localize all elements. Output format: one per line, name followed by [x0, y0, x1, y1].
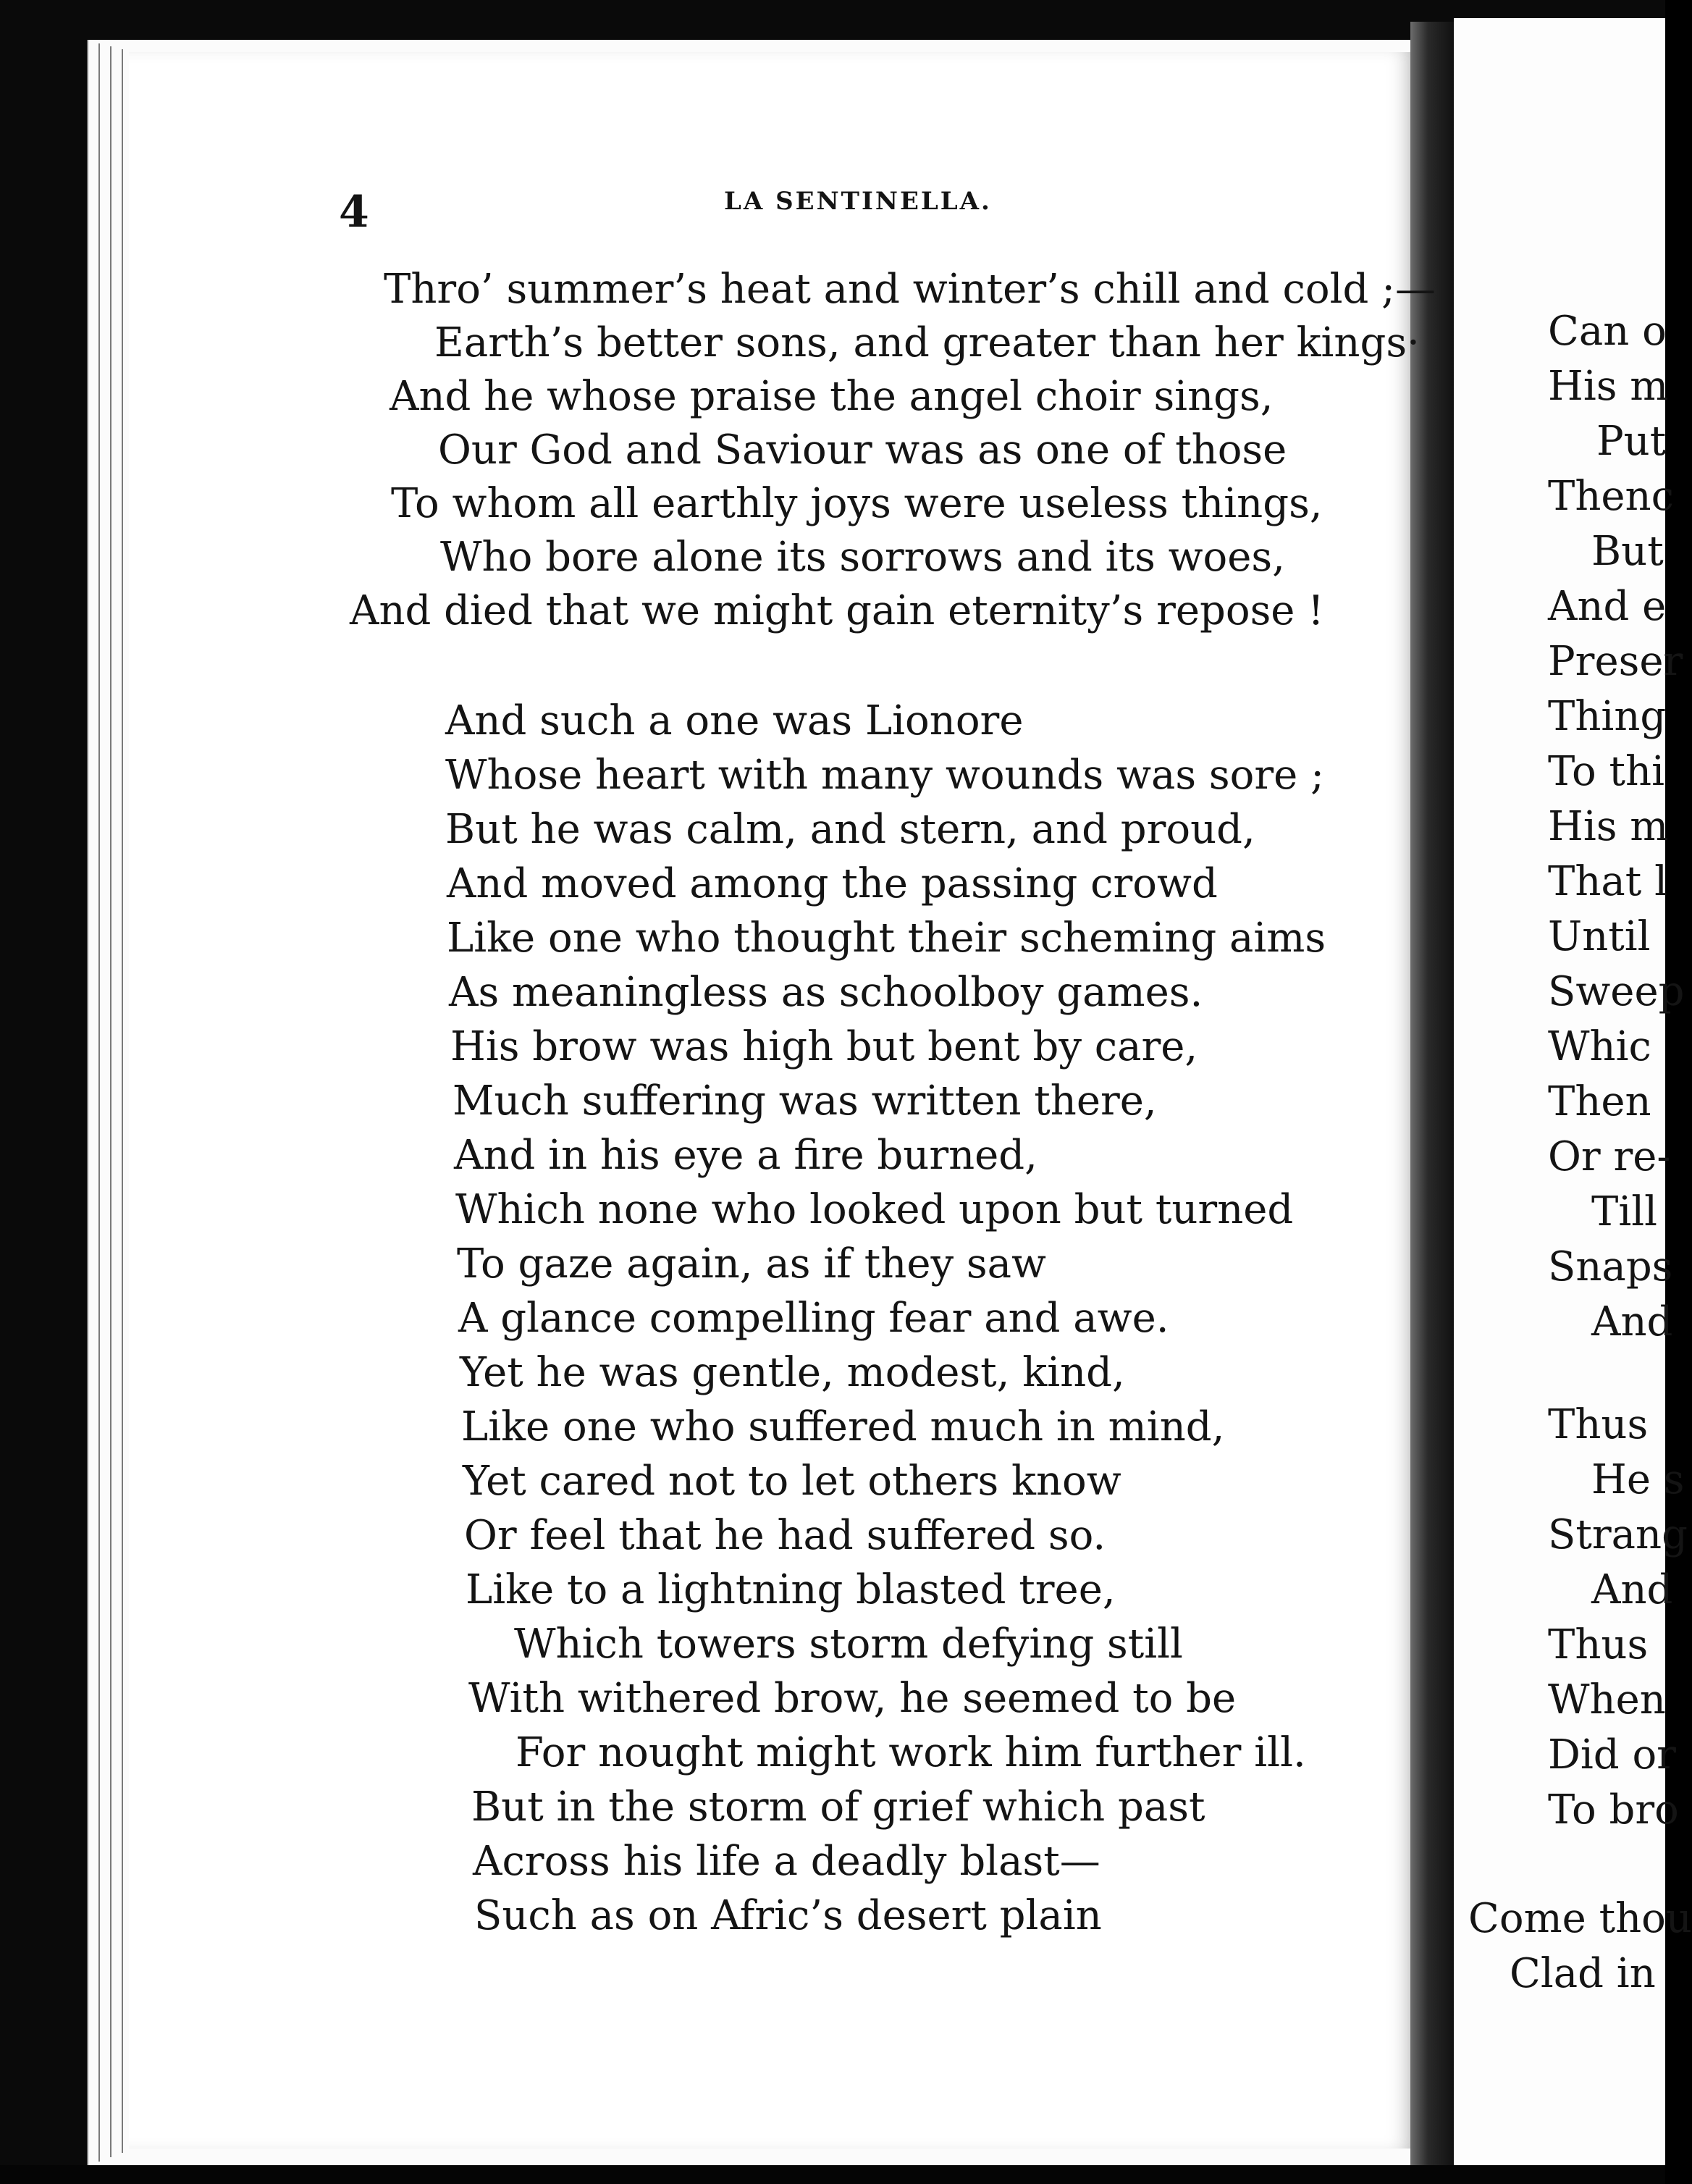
right-page-line: Then [1548, 1078, 1651, 1125]
right-page-line: Thing [1548, 693, 1667, 740]
poem-line: And he whose praise the angel choir sings, [390, 373, 1274, 420]
right-page-line: Thenc [1548, 473, 1674, 520]
page-number: 4 [339, 187, 369, 238]
poem-line: But in the storm of grief which past [471, 1784, 1205, 1831]
right-page-line: He s [1591, 1456, 1685, 1503]
right-page-line: Preser [1548, 638, 1683, 685]
poem-line: Yet cared not to let others know [463, 1458, 1121, 1505]
right-page-line: Sweep [1548, 968, 1685, 1015]
poem-line: And in his eye a fire burned, [454, 1132, 1037, 1179]
poem-line: Or feel that he had suffered so. [464, 1512, 1106, 1559]
right-page-line: And e [1548, 583, 1667, 630]
right-page-line: When [1548, 1676, 1666, 1723]
poem-line: Much suffering was written there, [453, 1078, 1157, 1125]
right-page-line: And [1591, 1298, 1673, 1345]
poem-line: Who bore alone its sorrows and its woes, [440, 534, 1285, 581]
poem-line: Whose heart with many wounds was sore ; [445, 752, 1324, 799]
right-page-line: Put [1596, 418, 1667, 465]
poem-line: Like to a lightning blasted tree, [466, 1566, 1116, 1613]
poem-line: Thro’ summer’s heat and winter’s chill and cold ;— [384, 266, 1436, 313]
poem-line: Our God and Saviour was as one of those [438, 427, 1287, 474]
right-page-line: Strang [1548, 1511, 1688, 1558]
poem-line: To whom all earthly joys were useless things, [391, 480, 1323, 527]
right-page-line: His m [1548, 803, 1669, 850]
poem-line: A glance compelling fear and awe. [458, 1295, 1169, 1342]
right-page-line: To bro [1548, 1786, 1679, 1834]
right-page-line: But [1591, 528, 1664, 575]
right-page-line: Clad in [1510, 1950, 1656, 1997]
running-head: LA SENTINELLA. [724, 187, 992, 216]
right-page-line: Come thou [1468, 1895, 1692, 1942]
poem-line: Which none who looked upon but turned [455, 1186, 1294, 1233]
right-page-line: His m [1548, 363, 1669, 410]
poem-line: Such as on Afric’s desert plain [474, 1892, 1102, 1939]
right-page-line: Till [1591, 1188, 1658, 1235]
poem-line: As meaningless as schoolboy games. [449, 969, 1203, 1016]
poem-line: For nought might work him further ill. [515, 1729, 1306, 1776]
poem-line: Like one who thought their scheming aims [447, 915, 1326, 962]
scan-border [0, 2165, 1665, 2184]
right-page-line: Thus [1548, 1621, 1649, 1668]
poem-line: His brow was high but bent by care, [450, 1023, 1198, 1070]
poem-line: Earth’s better sons, and greater than her kings· [434, 319, 1420, 366]
poem-line: Which towers storm defying still [514, 1621, 1183, 1668]
poem-line: Across his life a deadly blast— [473, 1838, 1100, 1885]
poem-line: To gaze again, as if they saw [457, 1240, 1046, 1288]
poem-line: But he was calm, and stern, and proud, [445, 806, 1255, 853]
right-page-line: Until [1548, 913, 1651, 960]
right-page-line: Or re- [1548, 1133, 1671, 1180]
poem-line: And died that we might gain eternity’s repose ! [350, 587, 1324, 634]
right-page-line: Thus [1548, 1401, 1649, 1448]
poem-line: Yet he was gentle, modest, kind, [460, 1349, 1125, 1396]
poem-line: With withered brow, he seemed to be [468, 1675, 1237, 1722]
right-page-line: Whic [1548, 1023, 1651, 1070]
poem-line: And such a one was Lionore [445, 697, 1024, 744]
right-page-line: Can o [1548, 308, 1667, 355]
right-page-line: Snaps [1548, 1243, 1673, 1290]
poem-line: Like one who suffered much in mind, [461, 1403, 1225, 1450]
right-page-line: And [1591, 1566, 1673, 1613]
right-page-line: Did or [1548, 1731, 1676, 1778]
right-page-line: That l [1548, 858, 1668, 905]
poem-line: And moved among the passing crowd [447, 860, 1218, 907]
right-page-line: To thi [1548, 748, 1664, 795]
